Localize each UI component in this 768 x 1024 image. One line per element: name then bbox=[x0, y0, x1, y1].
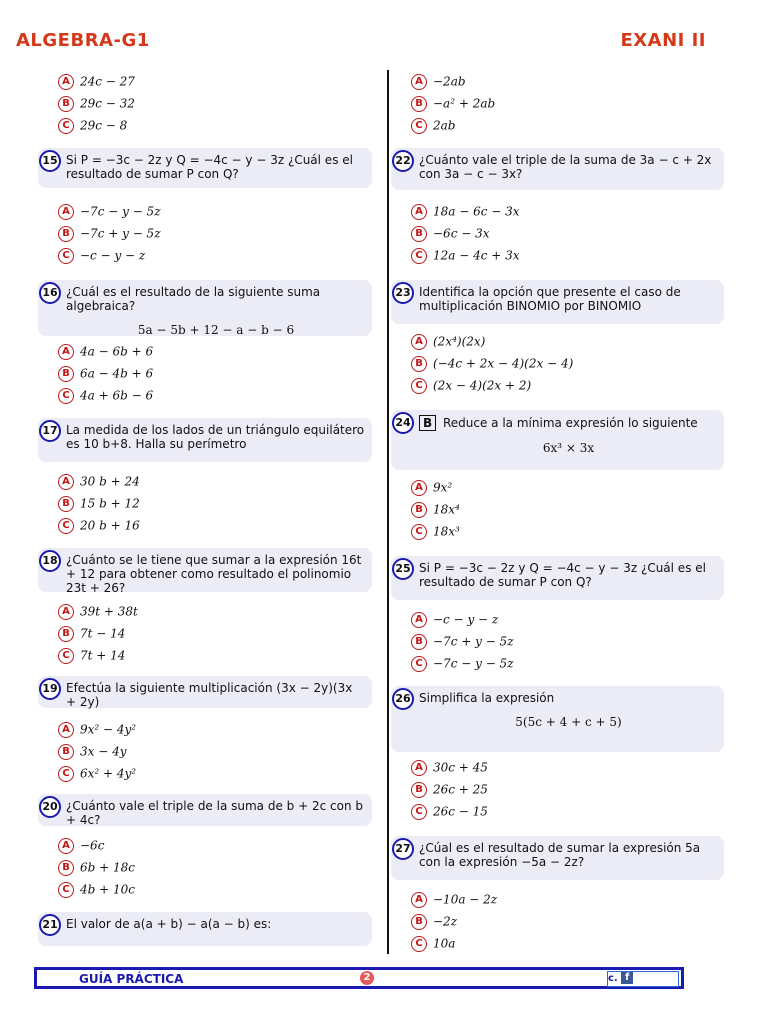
option-letter: B bbox=[411, 96, 427, 112]
option-c[interactable]: C 18x³ bbox=[411, 522, 460, 544]
option-letter: C bbox=[411, 804, 427, 820]
question-number: 17 bbox=[39, 420, 61, 442]
question-formula: 5a − 5b + 12 − a − b − 6 bbox=[137, 323, 295, 337]
option-c[interactable]: C 20 b + 16 bbox=[58, 516, 140, 538]
options-list bbox=[411, 72, 495, 138]
option-letter: C bbox=[58, 518, 74, 534]
option-letter: A bbox=[58, 204, 74, 220]
option-letter: A bbox=[411, 760, 427, 776]
question-text: ¿Cuánto vale el triple de la suma de b + 2c con b + 4c? bbox=[66, 799, 363, 827]
option-a[interactable]: A −10a − 2z bbox=[411, 890, 497, 912]
option-c[interactable]: C 29c − 8 bbox=[58, 116, 135, 138]
option-letter: B bbox=[58, 860, 74, 876]
page-number-badge: 2 bbox=[360, 971, 374, 985]
options-list bbox=[58, 602, 138, 668]
option-b[interactable]: B 6b + 18c bbox=[58, 858, 135, 880]
option-letter: B bbox=[58, 226, 74, 242]
options-list bbox=[411, 758, 488, 824]
question-number: 15 bbox=[39, 150, 61, 172]
option-b[interactable]: B −a² + 2ab bbox=[411, 94, 495, 116]
option-letter: B bbox=[411, 634, 427, 650]
option-letter: C bbox=[58, 648, 74, 664]
option-letter: B bbox=[411, 502, 427, 518]
option-c[interactable]: C 7t + 14 bbox=[58, 646, 138, 668]
options-list bbox=[58, 472, 140, 538]
option-b[interactable]: B −7c + y − 5z bbox=[411, 632, 514, 654]
options-list bbox=[58, 836, 135, 902]
option-c[interactable]: C 2ab bbox=[411, 116, 495, 138]
question-24 bbox=[391, 410, 724, 470]
option-letter: A bbox=[411, 74, 427, 90]
option-c[interactable]: C 4a + 6b − 6 bbox=[58, 386, 153, 408]
question-text: Efectúa la siguiente multiplicación (3x − 2y)(3x + 2y) bbox=[66, 681, 353, 709]
header-title-left: ALGEBRA-G1 bbox=[16, 30, 150, 51]
options-list bbox=[411, 478, 460, 544]
facebook-icon: f bbox=[621, 972, 633, 984]
option-letter: C bbox=[411, 656, 427, 672]
option-c[interactable]: C 4b + 10c bbox=[58, 880, 135, 902]
question-tag: B bbox=[419, 415, 436, 431]
option-a[interactable]: A −2ab bbox=[411, 72, 495, 94]
social-text: c. bbox=[608, 973, 618, 984]
question-text: Simplifica la expresión bbox=[419, 691, 555, 705]
question-number: 25 bbox=[392, 558, 414, 580]
option-a[interactable]: A 24c − 27 bbox=[58, 72, 135, 94]
question-26 bbox=[391, 686, 724, 752]
option-letter: A bbox=[58, 474, 74, 490]
options-list bbox=[58, 72, 135, 138]
option-letter: B bbox=[58, 744, 74, 760]
option-a[interactable]: A 9x² − 4y² bbox=[58, 720, 136, 742]
option-letter: B bbox=[411, 356, 427, 372]
question-number: 20 bbox=[39, 796, 61, 818]
option-letter: C bbox=[58, 766, 74, 782]
question-23 bbox=[391, 280, 724, 324]
option-letter: A bbox=[58, 604, 74, 620]
option-letter: B bbox=[411, 226, 427, 242]
options-list bbox=[58, 720, 136, 786]
question-text: El valor de a(a + b) − a(a − b) es: bbox=[66, 917, 272, 931]
option-b[interactable]: B (−4c + 2x − 4)(2x − 4) bbox=[411, 354, 573, 376]
question-20 bbox=[38, 794, 372, 826]
option-c[interactable]: C 10a bbox=[411, 934, 497, 956]
option-b[interactable]: B 6a − 4b + 6 bbox=[58, 364, 153, 386]
question-number: 24 bbox=[392, 412, 414, 434]
question-number: 21 bbox=[39, 914, 61, 936]
options-list bbox=[58, 202, 161, 268]
options-list bbox=[411, 890, 497, 956]
question-number: 19 bbox=[39, 678, 61, 700]
question-27 bbox=[391, 836, 724, 880]
option-letter: C bbox=[411, 118, 427, 134]
question-formula: 5(5c + 4 + c + 5) bbox=[515, 715, 622, 729]
option-a[interactable]: A (2x⁴)(2x) bbox=[411, 332, 573, 354]
options-list bbox=[58, 342, 153, 408]
option-c[interactable]: C (2x − 4)(2x + 2) bbox=[411, 376, 573, 398]
option-a[interactable]: A 30 b + 24 bbox=[58, 472, 140, 494]
option-c[interactable]: C 12a − 4c + 3x bbox=[411, 246, 520, 268]
option-letter: B bbox=[411, 914, 427, 930]
option-b[interactable]: B −7c + y − 5z bbox=[58, 224, 161, 246]
option-letter: B bbox=[58, 496, 74, 512]
question-text: ¿Cúal es el resultado de sumar la expresión 5a con la expresión −5a − 2z? bbox=[419, 841, 701, 869]
option-letter: A bbox=[411, 480, 427, 496]
option-b[interactable]: B −6c − 3x bbox=[411, 224, 520, 246]
options-list bbox=[411, 202, 520, 268]
option-b[interactable]: B 15 b + 12 bbox=[58, 494, 140, 516]
question-21 bbox=[38, 912, 372, 946]
option-b[interactable]: B −2z bbox=[411, 912, 497, 934]
question-17 bbox=[38, 418, 372, 462]
option-letter: C bbox=[411, 936, 427, 952]
option-letter: A bbox=[58, 344, 74, 360]
footer-brand: GUÍA PRÁCTICA bbox=[79, 972, 184, 986]
question-number: 26 bbox=[392, 688, 414, 710]
option-letter: A bbox=[58, 722, 74, 738]
option-letter: C bbox=[58, 248, 74, 264]
option-letter: B bbox=[411, 782, 427, 798]
option-letter: B bbox=[58, 626, 74, 642]
option-b[interactable]: B 3x − 4y bbox=[58, 742, 136, 764]
question-formula: 6x³ × 3x bbox=[542, 441, 595, 455]
option-c[interactable]: C 26c − 15 bbox=[411, 802, 488, 824]
option-a[interactable]: A −6c bbox=[58, 836, 135, 858]
options-list bbox=[411, 332, 573, 398]
question-text: Si P = −3c − 2z y Q = −4c − y − 3z ¿Cuál es el resultado de sumar P con Q? bbox=[66, 153, 353, 181]
question-text: ¿Cuánto vale el triple de la suma de 3a − c + 2x con 3a − c − 3x? bbox=[419, 153, 712, 181]
option-letter: A bbox=[411, 334, 427, 350]
question-text: La medida de los lados de un triángulo equilátero es 10 b+8. Halla su perímetro bbox=[66, 423, 365, 451]
option-b[interactable]: B 18x⁴ bbox=[411, 500, 460, 522]
option-letter: C bbox=[411, 248, 427, 264]
question-text: Reduce a la mínima expresión lo siguiente bbox=[442, 416, 698, 430]
option-letter: C bbox=[411, 524, 427, 540]
option-a[interactable]: A −7c − y − 5z bbox=[58, 202, 161, 224]
option-letter: C bbox=[58, 882, 74, 898]
question-text: Si P = −3c − 2z y Q = −4c − y − 3z ¿Cuál es el resultado de sumar P con Q? bbox=[419, 561, 706, 589]
option-letter: C bbox=[411, 378, 427, 394]
option-letter: A bbox=[58, 838, 74, 854]
option-c[interactable]: C −c − y − z bbox=[58, 246, 161, 268]
column-divider bbox=[387, 70, 389, 954]
header-title-right: EXANI II bbox=[620, 30, 706, 51]
question-number: 18 bbox=[39, 550, 61, 572]
option-letter: A bbox=[411, 204, 427, 220]
question-22 bbox=[391, 148, 724, 190]
option-c[interactable]: C −7c − y − 5z bbox=[411, 654, 514, 676]
option-a[interactable]: A 4a − 6b + 6 bbox=[58, 342, 153, 364]
option-letter: C bbox=[58, 388, 74, 404]
option-c[interactable]: C 6x² + 4y² bbox=[58, 764, 136, 786]
question-text: ¿Cuánto se le tiene que sumar a la expresión 16t + 12 para obtener como resultado el polinomio 23t + 26? bbox=[66, 553, 362, 595]
option-b[interactable]: B 7t − 14 bbox=[58, 624, 138, 646]
question-number: 22 bbox=[392, 150, 414, 172]
question-16 bbox=[38, 280, 372, 336]
option-a[interactable]: A 18a − 6c − 3x bbox=[411, 202, 520, 224]
option-b[interactable]: B 29c − 32 bbox=[58, 94, 135, 116]
option-letter: B bbox=[58, 366, 74, 382]
question-15 bbox=[38, 148, 372, 188]
option-a[interactable]: A 9x² bbox=[411, 478, 460, 500]
option-b[interactable]: B 26c + 25 bbox=[411, 780, 488, 802]
social-link[interactable] bbox=[607, 971, 679, 987]
option-letter: A bbox=[411, 892, 427, 908]
options-list bbox=[411, 610, 514, 676]
footer-bar bbox=[34, 967, 684, 989]
option-letter: C bbox=[58, 118, 74, 134]
question-number: 16 bbox=[39, 282, 61, 304]
question-text: ¿Cuál es el resultado de la siguiente suma algebraica? bbox=[66, 285, 321, 313]
option-a[interactable]: A −c − y − z bbox=[411, 610, 514, 632]
question-25 bbox=[391, 556, 724, 600]
option-a[interactable]: A 30c + 45 bbox=[411, 758, 488, 780]
option-letter: A bbox=[58, 74, 74, 90]
option-a[interactable]: A 39t + 38t bbox=[58, 602, 138, 624]
question-number: 23 bbox=[392, 282, 414, 304]
option-letter: B bbox=[58, 96, 74, 112]
question-19 bbox=[38, 676, 372, 708]
question-18 bbox=[38, 548, 372, 595]
question-number: 27 bbox=[392, 838, 414, 860]
question-text: Identifica la opción que presente el caso de multiplicación BINOMIO por BINOMIO bbox=[419, 285, 681, 313]
option-letter: A bbox=[411, 612, 427, 628]
